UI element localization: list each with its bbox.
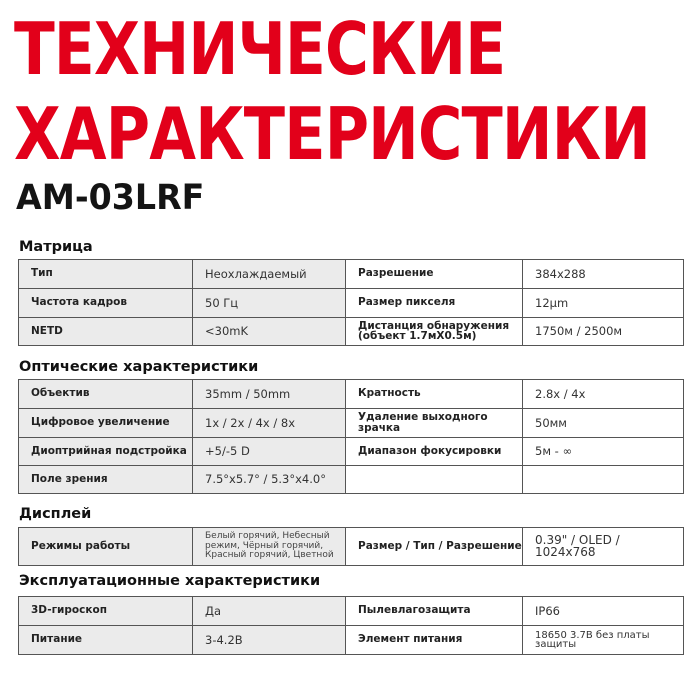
spec-label: 3D-гироскоп bbox=[19, 597, 193, 626]
spec-value bbox=[523, 466, 684, 494]
spec-value: IP66 bbox=[523, 597, 684, 626]
model-name: AM-03LRF bbox=[16, 178, 205, 218]
spec-label: Размер пикселя bbox=[346, 289, 523, 318]
spec-label: Объектив bbox=[19, 380, 193, 409]
table-row bbox=[19, 318, 684, 346]
spec-label: Пылевлагозащита bbox=[346, 597, 523, 626]
spec-value: 1750м / 2500м bbox=[523, 318, 684, 346]
spec-table-matrix bbox=[18, 259, 684, 346]
table-row bbox=[19, 380, 684, 409]
spec-value: 5м - ∞ bbox=[523, 438, 684, 466]
spec-label: Удаление выходного зрачка bbox=[346, 409, 523, 438]
spec-table-operational bbox=[18, 596, 684, 655]
page-title-line2: ХАРАКТЕРИСТИКИ bbox=[14, 92, 651, 176]
spec-label: Разрешение bbox=[346, 260, 523, 289]
spec-value: 0.39" / OLED / 1024x768 bbox=[523, 528, 684, 566]
spec-value: 2.8x / 4x bbox=[523, 380, 684, 409]
section-title-optics: Оптические характеристики bbox=[19, 359, 259, 375]
spec-label: Дистанция обнаружения (объект 1.7мX0.5м) bbox=[346, 318, 523, 346]
spec-value: Да bbox=[193, 597, 346, 626]
spec-table-display bbox=[18, 527, 684, 566]
spec-label: Поле зрения bbox=[19, 466, 193, 494]
spec-label: Цифровое увеличение bbox=[19, 409, 193, 438]
spec-value: 7.5°x5.7° / 5.3°x4.0° bbox=[193, 466, 346, 494]
spec-value: 12μm bbox=[523, 289, 684, 318]
spec-label bbox=[346, 466, 523, 494]
table-row bbox=[19, 260, 684, 289]
spec-value: 18650 3.7В без платы защиты bbox=[523, 626, 684, 655]
section-title-display: Дисплей bbox=[19, 506, 92, 522]
spec-value: 3-4.2В bbox=[193, 626, 346, 655]
spec-value: 50мм bbox=[523, 409, 684, 438]
spec-label: Тип bbox=[19, 260, 193, 289]
section-title-operational: Эксплуатационные характеристики bbox=[19, 573, 321, 589]
spec-table-optics bbox=[18, 379, 684, 494]
spec-value: +5/-5 D bbox=[193, 438, 346, 466]
spec-value: 50 Гц bbox=[193, 289, 346, 318]
spec-label: Диапазон фокусировки bbox=[346, 438, 523, 466]
spec-label: Размер / Тип / Разрешение bbox=[346, 528, 523, 566]
table-row bbox=[19, 438, 684, 466]
table-row bbox=[19, 409, 684, 438]
spec-value: Белый горячий, Небесный режим, Чёрный горячий, Красный горячий, Цветной bbox=[193, 528, 346, 566]
table-row bbox=[19, 626, 684, 655]
table-row bbox=[19, 289, 684, 318]
spec-label: Частота кадров bbox=[19, 289, 193, 318]
spec-label: Кратность bbox=[346, 380, 523, 409]
page-title-line1: ТЕХНИЧЕСКИЕ bbox=[14, 7, 506, 91]
spec-label: NETD bbox=[19, 318, 193, 346]
spec-value: <30mK bbox=[193, 318, 346, 346]
spec-label: Элемент питания bbox=[346, 626, 523, 655]
spec-value: 1x / 2x / 4x / 8x bbox=[193, 409, 346, 438]
table-row bbox=[19, 597, 684, 626]
spec-label: Питание bbox=[19, 626, 193, 655]
spec-value: 35mm / 50mm bbox=[193, 380, 346, 409]
table-row bbox=[19, 528, 684, 566]
spec-value: 384x288 bbox=[523, 260, 684, 289]
table-row bbox=[19, 466, 684, 494]
spec-value: Неохлаждаемый bbox=[193, 260, 346, 289]
section-title-matrix: Матрица bbox=[19, 239, 93, 255]
spec-label: Диоптрийная подстройка bbox=[19, 438, 193, 466]
spec-label: Режимы работы bbox=[19, 528, 193, 566]
